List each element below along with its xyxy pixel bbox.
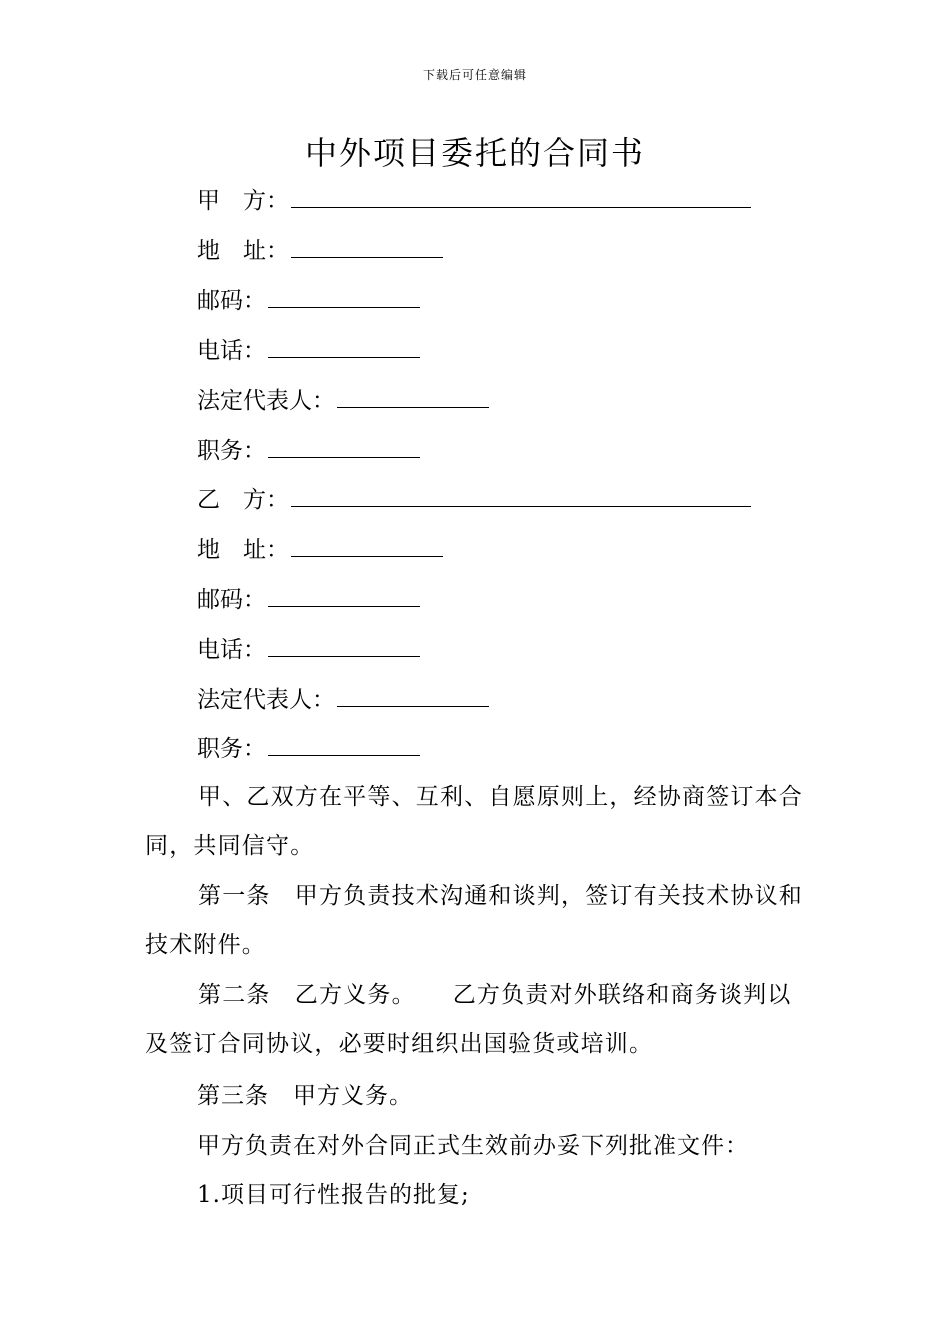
article-3-body: 甲方负责在对外合同正式生效前办妥下列批准文件：	[197, 1133, 749, 1159]
party-b-postcode-label: 邮码：	[197, 587, 266, 613]
header-note: 下载后可任意编辑	[422, 68, 527, 82]
party-a-phone-label: 电话：	[197, 338, 266, 364]
party-b-address-label: 地 址：	[197, 537, 289, 563]
party-b-legal-rep-label: 法定代表人：	[197, 687, 335, 713]
party-b-address-blank[interactable]	[291, 534, 443, 557]
party-a-legal-rep-label: 法定代表人：	[197, 388, 335, 414]
article-1-paragraph: 第一条 甲方负责技术沟通和谈判，签订有关技术协议和技术附件。	[145, 883, 803, 958]
party-b-row	[197, 484, 751, 515]
party-b-position-blank[interactable]	[268, 733, 420, 756]
party-b-phone-row	[197, 634, 420, 665]
party-b-label: 乙 方：	[197, 487, 289, 513]
party-b-legal-rep-row	[197, 684, 489, 715]
party-a-postcode-row	[197, 285, 420, 316]
party-a-address-row	[197, 235, 443, 266]
intro-paragraph: 甲、乙双方在平等、互利、自愿原则上，经协商签订本合同，共同信守。	[145, 784, 803, 859]
party-b-position-label: 职务：	[197, 736, 266, 762]
party-a-legal-rep-blank[interactable]	[337, 385, 489, 408]
party-a-row	[197, 185, 751, 216]
party-b-phone-blank[interactable]	[268, 634, 420, 657]
article-3-title: 第三条 甲方义务。	[197, 1083, 413, 1109]
party-b-address-row	[197, 534, 443, 565]
party-a-address-label: 地 址：	[197, 238, 289, 264]
party-a-postcode-label: 邮码：	[197, 288, 266, 314]
party-b-blank[interactable]	[291, 484, 751, 507]
party-b-postcode-blank[interactable]	[268, 584, 420, 607]
party-b-legal-rep-blank[interactable]	[337, 684, 489, 707]
party-b-phone-label: 电话：	[197, 637, 266, 663]
party-a-postcode-blank[interactable]	[268, 285, 420, 308]
party-a-address-blank[interactable]	[291, 235, 443, 258]
party-a-blank[interactable]	[291, 185, 751, 208]
article-2-paragraph: 第二条 乙方义务。 乙方负责对外联络和商务谈判以及签订合同协议，必要时组织出国验货或培训。	[145, 982, 792, 1057]
document-title: 中外项目委托的合同书	[304, 134, 645, 172]
party-a-phone-row	[197, 335, 420, 366]
list-item-1: 1.项目可行性报告的批复;	[197, 1182, 470, 1208]
party-a-phone-blank[interactable]	[268, 335, 420, 358]
party-b-position-row	[197, 733, 420, 764]
party-a-legal-rep-row	[197, 385, 489, 416]
party-b-postcode-row	[197, 584, 420, 615]
party-a-position-label: 职务：	[197, 438, 266, 464]
party-a-label: 甲 方：	[197, 188, 289, 214]
party-a-position-row	[197, 435, 420, 466]
party-a-position-blank[interactable]	[268, 435, 420, 458]
